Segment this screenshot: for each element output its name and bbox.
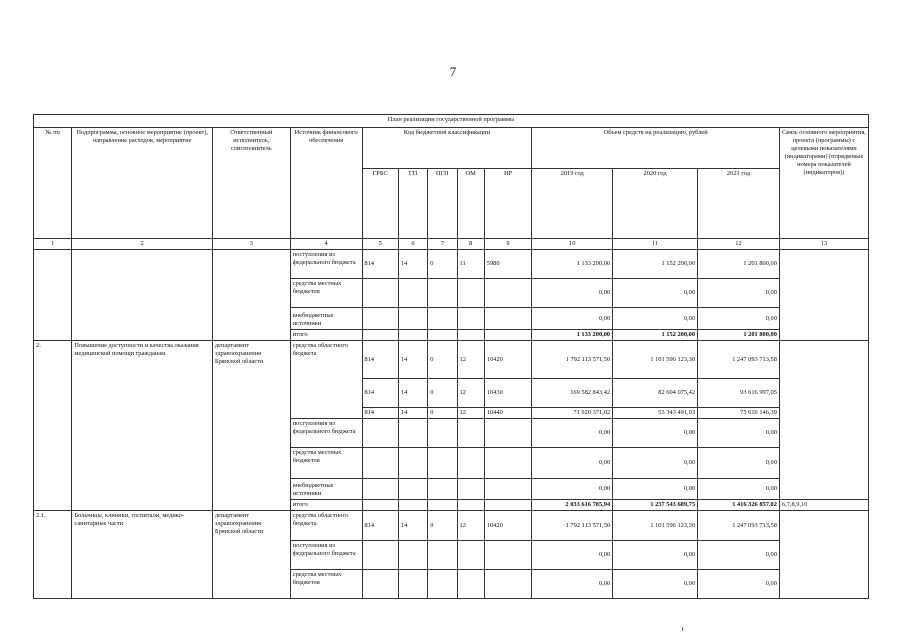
header-2021: 2021 год: [698, 169, 780, 239]
cell-pgp: [428, 448, 457, 479]
cell-grbs: [362, 279, 398, 308]
cell-gp: [398, 308, 427, 330]
cell-2019: 0,00: [532, 541, 613, 570]
cell-2021: 0,00: [698, 541, 780, 570]
cell-grbs: [362, 479, 398, 500]
header-source: Источник финансового обеспечения: [290, 128, 362, 239]
cell-2019: 1 792 113 571,50: [532, 341, 613, 379]
cell-om: [457, 448, 484, 479]
cell-2019: 1 792 113 571,50: [532, 511, 613, 541]
cell-gp: 14: [398, 379, 427, 408]
header-grbs: ГРБС: [362, 169, 398, 239]
cell-name: [72, 250, 213, 341]
cell-link: [779, 341, 868, 500]
cell-2021: 0,00: [698, 279, 780, 308]
cell-om: [457, 308, 484, 330]
cell-2020: 1 152 200,00: [613, 250, 698, 279]
header-2020: 2020 год: [613, 169, 698, 239]
cell-2021: 1 247 093 713,58: [698, 341, 780, 379]
cell-gp: 14: [398, 408, 427, 419]
header-name: Подпрограмма, основное мероприятие (проект), направление расходов, мероприятие: [72, 128, 213, 239]
header-row: [34, 128, 869, 169]
cell-2021: 0,00: [698, 308, 780, 330]
col-number: 1: [34, 239, 72, 250]
cell-link: [779, 250, 868, 341]
cell-link: [779, 511, 868, 599]
header-gp: ГП: [398, 169, 427, 239]
table-row: [34, 511, 869, 541]
header-om: ОМ: [457, 169, 484, 239]
cell-2019: 1 133 200,00: [532, 330, 613, 341]
header-volume: Объем средств на реализацию, рублей: [532, 128, 780, 169]
cell-gp: [398, 419, 427, 448]
cell-gp: 14: [398, 341, 427, 379]
cell-2019: 2 033 616 785,94: [532, 500, 613, 511]
cell-source: средства местных бюджетов: [290, 448, 362, 479]
cell-grbs: [362, 448, 398, 479]
header-executor: Ответственный исполнитель, соисполнитель: [212, 128, 290, 239]
table-row: [34, 250, 869, 279]
cell-name: Больницы, клиники, госпитали, медико-санитарные части: [72, 511, 213, 599]
cell-om: [457, 479, 484, 500]
cell-gp: [398, 479, 427, 500]
col-number: 5: [362, 239, 398, 250]
cell-pgp: [428, 419, 457, 448]
cell-nr: [484, 541, 532, 570]
cell-2020: 1 101 596 123,30: [613, 511, 698, 541]
cell-2020: 0,00: [613, 541, 698, 570]
col-number: 2: [72, 239, 213, 250]
cell-gp: 14: [398, 250, 427, 279]
cell-2021: 1 247 093 713,58: [698, 511, 780, 541]
cell-gp: [398, 279, 427, 308]
cell-om: [457, 330, 484, 341]
cell-executor: [212, 250, 290, 341]
col-number: 13: [779, 239, 868, 250]
cell-pgp: 0: [428, 341, 457, 379]
cell-om: 12: [457, 379, 484, 408]
cell-2019: 1 133 200,00: [532, 250, 613, 279]
cell-2019: 0,00: [532, 570, 613, 599]
cell-2021: 0,00: [698, 448, 780, 479]
cell-2021: 1 201 800,00: [698, 250, 780, 279]
col-number: 9: [484, 239, 532, 250]
cell-grbs: [362, 570, 398, 599]
col-number: 7: [428, 239, 457, 250]
cell-source: поступления из федерального бюджета: [290, 541, 362, 570]
cell-nr: 10420: [484, 341, 532, 379]
cell-source: внебюджетные источники: [290, 308, 362, 330]
cell-grbs: 814: [362, 250, 398, 279]
cell-2019: 169 582 843,42: [532, 379, 613, 408]
header-no: № пп: [34, 128, 72, 239]
cell-nr: [484, 330, 532, 341]
cell-om: [457, 279, 484, 308]
cell-2020: 0,00: [613, 570, 698, 599]
program-plan-table: [33, 114, 869, 599]
cell-nr: [484, 570, 532, 599]
cell-pgp: 0: [428, 379, 457, 408]
cell-source: поступления из федерального бюджета: [290, 250, 362, 279]
col-number: 8: [457, 239, 484, 250]
cell-nr: [484, 419, 532, 448]
cell-om: [457, 500, 484, 511]
cell-2019: 0,00: [532, 419, 613, 448]
cell-source: поступления из федерального бюджета: [290, 419, 362, 448]
cell-nr: [484, 279, 532, 308]
cell-gp: [398, 570, 427, 599]
cell-om: [457, 419, 484, 448]
cell-nr: 10440: [484, 408, 532, 419]
cell-source: внебюджетные источники: [290, 479, 362, 500]
cell-grbs: [362, 330, 398, 341]
col-number: 6: [398, 239, 427, 250]
cell-2020: 82 604 075,42: [613, 379, 698, 408]
header-nr: НР: [484, 169, 532, 239]
cell-2020: 1 101 596 123,30: [613, 341, 698, 379]
cell-nr: [484, 500, 532, 511]
cell-pgp: [428, 479, 457, 500]
cell-grbs: [362, 500, 398, 511]
cell-no: 2.: [34, 341, 72, 511]
cell-pgp: 0: [428, 408, 457, 419]
cell-gp: [398, 448, 427, 479]
cell-no: 2.1.: [34, 511, 72, 599]
cell-nr: 10420: [484, 511, 532, 541]
cell-2021: 0,00: [698, 479, 780, 500]
header-link: Связь основного мероприятия, проекта (программы) с целевыми показателями (индикаторами) (порядковые номера показателей (индикаторов)): [779, 128, 868, 239]
cell-gp: [398, 330, 427, 341]
cell-name: Повышение доступности и качества оказания медицинской помощи гражданам: [72, 341, 213, 511]
cell-2021: 1 416 326 857,02: [698, 500, 780, 511]
cell-om: [457, 570, 484, 599]
cell-grbs: [362, 308, 398, 330]
cell-2020: 0,00: [613, 479, 698, 500]
header-2019: 2019 год: [532, 169, 613, 239]
cell-source: средства местных бюджетов: [290, 279, 362, 308]
col-number: 10: [532, 239, 613, 250]
table-title: План реализации государственной программы: [34, 115, 869, 128]
cell-pgp: [428, 330, 457, 341]
cell-om: 12: [457, 408, 484, 419]
header-kbk: Код бюджетной классификации: [362, 128, 532, 169]
cell-pgp: [428, 500, 457, 511]
cell-2020: 0,00: [613, 279, 698, 308]
col-number: 3: [212, 239, 290, 250]
cell-source: средства областного бюджета: [290, 341, 362, 419]
col-number: 12: [698, 239, 780, 250]
cell-2020: 0,00: [613, 308, 698, 330]
cell-nr: [484, 448, 532, 479]
cell-pgp: [428, 570, 457, 599]
cell-grbs: 814: [362, 341, 398, 379]
cell-2020: 53 343 491,03: [613, 408, 698, 419]
cell-nr: [484, 479, 532, 500]
cell-grbs: 814: [362, 408, 398, 419]
header-pgp: ПГП: [428, 169, 457, 239]
cell-2020: 0,00: [613, 448, 698, 479]
cell-2019: 0,00: [532, 448, 613, 479]
cell-executor: департамент здравоохранения Брянской области: [212, 341, 290, 511]
cell-2019: 0,00: [532, 479, 613, 500]
cell-nr: 5980: [484, 250, 532, 279]
cell-nr: [484, 308, 532, 330]
cell-2021: 1 201 800,00: [698, 330, 780, 341]
col-number: 4: [290, 239, 362, 250]
cell-om: 12: [457, 341, 484, 379]
column-numbers-row: [34, 239, 869, 250]
cell-2020: 1 152 200,00: [613, 330, 698, 341]
cell-2020: 1 237 543 689,75: [613, 500, 698, 511]
cell-pgp: 0: [428, 250, 457, 279]
cell-grbs: [362, 419, 398, 448]
cell-om: 12: [457, 511, 484, 541]
cell-2019: 0,00: [532, 308, 613, 330]
cell-pgp: [428, 541, 457, 570]
cell-source: средства местных бюджетов: [290, 570, 362, 599]
cell-2019: 71 920 371,02: [532, 408, 613, 419]
cell-gp: 14: [398, 511, 427, 541]
cell-2021: 0,00: [698, 419, 780, 448]
scan-mark: [682, 627, 683, 631]
cell-link: 6,7,8,9,10: [779, 500, 868, 511]
table-title-row: [34, 115, 869, 128]
cell-2021: 93 616 997,05: [698, 379, 780, 408]
cell-nr: 10430: [484, 379, 532, 408]
cell-gp: [398, 541, 427, 570]
cell-om: [457, 541, 484, 570]
cell-pgp: 0: [428, 511, 457, 541]
cell-gp: [398, 500, 427, 511]
cell-om: 11: [457, 250, 484, 279]
cell-pgp: [428, 308, 457, 330]
cell-no: [34, 250, 72, 341]
table-row: [34, 341, 869, 379]
cell-source: средства областного бюджета: [290, 511, 362, 541]
cell-2019: 0,00: [532, 279, 613, 308]
cell-2021: 75 616 146,39: [698, 408, 780, 419]
cell-pgp: [428, 279, 457, 308]
cell-executor: департамент здравоохранения Брянской области: [212, 511, 290, 599]
cell-grbs: 814: [362, 379, 398, 408]
col-number: 11: [613, 239, 698, 250]
cell-2020: 0,00: [613, 419, 698, 448]
cell-source: итого: [290, 500, 362, 511]
page-number: 7: [449, 64, 457, 79]
cell-grbs: 814: [362, 511, 398, 541]
cell-source: итого: [290, 330, 362, 341]
cell-grbs: [362, 541, 398, 570]
cell-2021: 0,00: [698, 570, 780, 599]
